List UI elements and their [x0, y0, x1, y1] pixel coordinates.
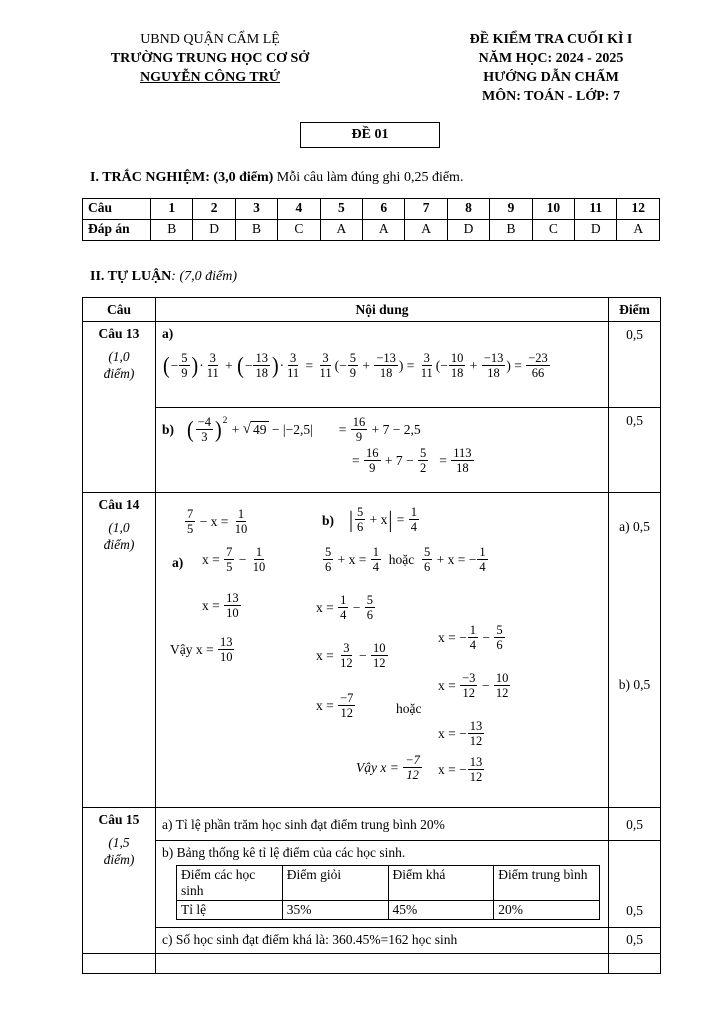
- section-1-heading: [90, 170, 724, 186]
- cau14a-step2: x = $\frac{13}{10}$: [202, 591, 239, 620]
- section-1-subtitle: Mỗi câu làm đúng ghi 0,25 điểm.: [273, 170, 464, 185]
- mc-question-number: 10: [532, 199, 574, 220]
- cau13-score-cell: [609, 322, 661, 493]
- cau14b-mid-step1: x = $\frac{1}{4}$ − $\frac{5}{6}$: [316, 593, 373, 622]
- cau14b-label: b): [322, 513, 335, 528]
- section-1-title: I. TRẮC NGHIỆM: (3,0 điểm): [90, 170, 274, 185]
- cau14-equation-b: | $\frac{5}{6}$ + x | = $\frac{1}{4}$: [349, 505, 418, 534]
- mc-question-row: [83, 199, 660, 220]
- mc-answer: B: [490, 220, 532, 241]
- cau13-points: (1,0 điểm): [103, 349, 135, 381]
- mc-question-number: 11: [575, 199, 617, 220]
- cau14b-score: b) 0,5: [618, 677, 651, 692]
- cau13b-label: b): [162, 421, 175, 437]
- mc-answer: A: [363, 220, 405, 241]
- cau14a-conclusion: Vậy x = $\frac{13}{10}$: [170, 635, 233, 664]
- exam-code-box: [300, 122, 440, 148]
- cau14a-score: a) 0,5: [619, 519, 650, 534]
- essay-header-row: [83, 298, 661, 322]
- subject-line: MÔN: TOÁN - LỚP: 7: [482, 89, 620, 104]
- mc-question-number: 12: [617, 199, 660, 220]
- score-table-data-row: [177, 901, 600, 920]
- cau13a-formula: ( − $\frac{5}{9}$ ) · $\frac{3}{11}$ + ( − $\frac{13}{18}$ ) · $\frac{3}{11}$ = $\frac{3}{11}$ (− $\frac{5}{9}$ + $\frac{-13}{18}$ ) = $\frac{3}{11}$ (− $\frac{10}{18}$ + $\frac{-13}{18}$ ) = $\frac{-23}{66}$: [163, 351, 548, 380]
- cau14b-mid-step2: x = $\frac{3}{12}$ − $\frac{10}{12}$: [316, 641, 386, 670]
- cau14b-mid-step3: x = $\frac{-7}{12}$: [316, 691, 354, 720]
- cau15a-text: a) Tỉ lệ phần trăm học sinh đạt điểm trung bình 20%: [162, 817, 445, 832]
- score-table-header: Điểm trung bình: [494, 866, 600, 901]
- cau14-points: (1,0 điểm): [103, 520, 135, 552]
- cau13b-section: [156, 408, 608, 492]
- school-year: NĂM HỌC: 2024 - 2025: [478, 51, 624, 66]
- mc-question-number: 1: [151, 199, 193, 220]
- cau14a-label: a): [172, 555, 184, 570]
- cau13b-line1-row: [162, 415, 602, 444]
- cau14b-right-step1: x = − $\frac{1}{4}$ − $\frac{5}{6}$: [438, 623, 503, 652]
- cau14-row: [83, 493, 661, 808]
- cau14-equation-a: $\frac{7}{5}$ − x = $\frac{1}{10}$: [187, 507, 248, 536]
- cau13-content-cell: [156, 322, 609, 493]
- cau14-score-cell: [609, 493, 661, 808]
- empty-cell: [156, 954, 609, 974]
- score-table-cell: 20%: [494, 901, 600, 920]
- mc-question-number: 8: [447, 199, 489, 220]
- score-table-header-row: [177, 866, 600, 901]
- essay-answer-table: [82, 297, 661, 974]
- cau14b-right-step2: x = $\frac{-3}{12}$ − $\frac{10}{12}$: [438, 671, 509, 700]
- column-header-diem: Điểm: [609, 298, 661, 322]
- cau15b-score: [609, 841, 660, 928]
- section-2-subtitle: : (7,0 điểm): [171, 269, 237, 284]
- cau14b-right-step3: x = − $\frac{13}{12}$: [438, 719, 483, 748]
- exam-code-text: ĐỀ 01: [351, 127, 389, 142]
- cau13-row: [83, 322, 661, 493]
- score-table-cell: 35%: [282, 901, 388, 920]
- mc-answer: B: [235, 220, 277, 241]
- cau13a-score: 0,5: [609, 322, 660, 408]
- mc-question-number: 4: [278, 199, 320, 220]
- mc-answer: D: [193, 220, 235, 241]
- school-name-underlined: NGUYỄN CÔNG TRỨ: [139, 70, 280, 85]
- exam-title: ĐỀ KIỂM TRA CUỐI KÌ I: [469, 32, 633, 47]
- cau15-label: Câu 15: [98, 812, 140, 827]
- mc-answer: B: [151, 220, 193, 241]
- empty-cell: [609, 954, 661, 974]
- mc-answer: A: [617, 220, 660, 241]
- score-table-header: Điểm các học sinh: [177, 866, 283, 901]
- mc-answer: A: [320, 220, 362, 241]
- answer-key-title: HƯỚNG DẪN CHẤM: [483, 70, 619, 85]
- cau14b-conclusion: Vậy x = $\frac{-7}{12}$: [356, 753, 420, 782]
- cau15-row: [83, 808, 661, 954]
- score-distribution-table: [176, 865, 600, 920]
- cau13a-label: a): [162, 326, 174, 341]
- cau14b-case-line: $\frac{5}{6}$ + x = $\frac{1}{4}$ hoặc $\frac{5}{6}$ + x = − $\frac{1}{4}$: [325, 545, 486, 574]
- score-table-header: Điểm khá: [388, 866, 494, 901]
- issuing-authority: UBND QUẬN CẨM LỆ: [140, 32, 280, 47]
- cau13-label-cell: [83, 322, 156, 493]
- cau15-content-cell: [156, 808, 609, 954]
- header-left: [84, 30, 336, 106]
- mc-question-number: 5: [320, 199, 362, 220]
- mc-answer: C: [532, 220, 574, 241]
- mc-answer: D: [447, 220, 489, 241]
- cau14-content-cell: [156, 493, 609, 808]
- school-name: TRƯỜNG TRUNG HỌC CƠ SỞ: [110, 51, 310, 66]
- mc-question-number: 9: [490, 199, 532, 220]
- cau15-points: (1,5 điểm): [103, 835, 135, 867]
- header-right: [434, 30, 668, 106]
- cau13b-score: 0,5: [626, 413, 643, 428]
- cau15-score-cell: [609, 808, 661, 954]
- mc-question-number: 3: [235, 199, 277, 220]
- cau15b-text: b) Bảng thống kê tỉ lệ điểm của các học sinh.: [162, 845, 406, 860]
- section-2-title: II. TỰ LUẬN: [90, 269, 172, 284]
- score-table-cell: Tỉ lệ: [177, 901, 283, 920]
- mc-answer-label: Đáp án: [83, 220, 151, 241]
- mc-question-number: 2: [193, 199, 235, 220]
- cau14b-right-step4: x = − $\frac{13}{12}$: [438, 755, 483, 784]
- mc-answer: D: [575, 220, 617, 241]
- cau15b-section: [156, 841, 608, 928]
- cau15c-section: [156, 928, 608, 953]
- mc-question-number: 7: [405, 199, 447, 220]
- score-table-header: Điểm giỏi: [282, 866, 388, 901]
- cau15c-score: 0,5: [626, 932, 643, 947]
- cau15a-score: 0,5: [609, 808, 660, 841]
- cau15c-text: c) Số học sinh đạt điểm khá là: 360.45%=162 học sinh: [162, 932, 458, 947]
- cau14a-step1: x = $\frac{7}{5}$ − $\frac{1}{10}$: [202, 545, 266, 574]
- mc-row-label: Câu: [83, 199, 151, 220]
- multiple-choice-answer-table: [82, 198, 660, 241]
- cau13a-section: [156, 322, 608, 408]
- cau15b-score-value: 0,5: [626, 903, 643, 918]
- empty-row: [83, 954, 661, 974]
- cau13b-formula-line1: ( $\frac{-4}{3}$ ) 2 + √ 49 − |−2,5| = $\frac{16}{9}$ + 7 − 2,5: [187, 415, 421, 444]
- document-header: [0, 0, 724, 106]
- cau15-label-cell: [83, 808, 156, 954]
- mc-answer: A: [405, 220, 447, 241]
- section-2-heading: [90, 269, 724, 285]
- cau15a-section: [156, 808, 608, 841]
- cau13b-formula-line2: = $\frac{16}{9}$ + 7 − $\frac{5}{2}$ = $\frac{113}{18}$: [352, 446, 472, 475]
- mc-answer: C: [278, 220, 320, 241]
- column-header-cau: Câu: [83, 298, 156, 322]
- empty-cell: [83, 954, 156, 974]
- score-table-cell: 45%: [388, 901, 494, 920]
- cau14b-hoac-connector: hoặc: [396, 701, 422, 716]
- mc-question-number: 6: [363, 199, 405, 220]
- cau13-label: Câu 13: [98, 326, 140, 341]
- column-header-noidung: Nội dung: [156, 298, 609, 322]
- mc-answer-row: [83, 220, 660, 241]
- cau14-label-cell: [83, 493, 156, 808]
- cau14-label: Câu 14: [98, 497, 140, 512]
